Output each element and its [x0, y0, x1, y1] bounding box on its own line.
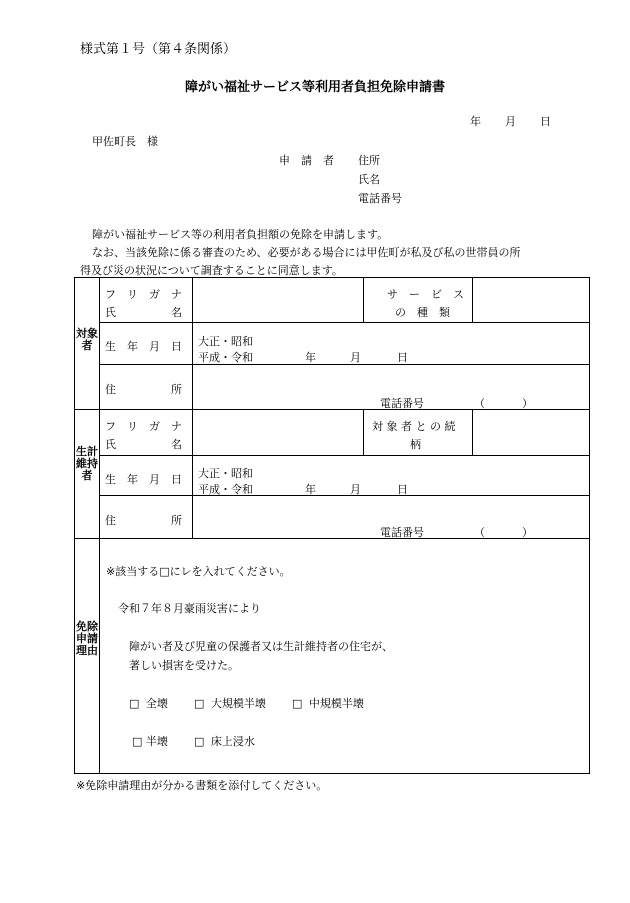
option-zenkai[interactable]	[129, 695, 168, 711]
supporter-era-1: 大正・昭和	[198, 467, 253, 480]
option-label: 全壊	[145, 697, 168, 710]
supporter-phone-paren-open: （	[474, 526, 485, 539]
supporter-birth-label: 生 年 月 日	[105, 473, 182, 486]
supporter-phone-paren-close: ）	[522, 526, 533, 539]
section-label-reason: 免除申請理由	[76, 620, 98, 657]
checkbox-icon[interactable]: □	[292, 697, 303, 710]
addressee: 甲佐町長 様	[92, 135, 158, 148]
supporter-name-label: 氏 名	[105, 438, 182, 451]
supporter-phone-label: 電話番号	[380, 526, 424, 539]
date-year-label: 年	[470, 115, 481, 128]
relation-label-1: 対 象 者 と の 続	[372, 420, 456, 433]
option-label: 中規模半壊	[308, 697, 364, 710]
body-text-line2: なお、当該免除に係る審査のため、必要がある場合には甲佐町が私及び私の世帯員の所	[92, 246, 521, 259]
service-type-label-1: サ ー ビ ス	[387, 288, 464, 301]
reason-desc-1: 障がい者及び児童の保護者又は生計維持者の住宅が、	[129, 640, 393, 653]
checkbox-icon[interactable]: □	[194, 735, 205, 748]
target-address-label: 住 所	[105, 383, 182, 396]
date-day-label: 日	[540, 115, 551, 128]
target-furigana-label: フ リ ガ ナ	[105, 288, 182, 301]
date-month-label: 月	[505, 115, 516, 128]
option-label: 大規模半壊	[210, 697, 266, 710]
applicant-address-label: 住所	[358, 154, 380, 167]
supporter-address-label: 住 所	[105, 514, 182, 527]
option-hankai[interactable]	[132, 733, 168, 749]
target-birth-label: 生 年 月 日	[105, 340, 182, 353]
target-phone-paren-close: ）	[522, 397, 533, 410]
target-phone-paren-open: （	[474, 397, 485, 410]
form-number: 様式第１号（第４条関係）	[80, 42, 237, 57]
supporter-address-field[interactable]	[193, 496, 589, 522]
checkbox-icon[interactable]: □	[194, 697, 205, 710]
target-phone-label: 電話番号	[380, 397, 424, 410]
option-label: 半壊	[145, 735, 168, 748]
supporter-furigana-label: フ リ ガ ナ	[105, 420, 182, 433]
applicant-name-label: 氏名	[358, 173, 380, 186]
target-birth-day: 日	[397, 351, 408, 364]
target-name-field[interactable]	[193, 278, 363, 322]
service-type-field[interactable]	[473, 278, 589, 322]
option-chukibo-hankai[interactable]	[292, 695, 364, 711]
option-yukaue-shinsui[interactable]	[194, 733, 255, 749]
applicant-phone-label: 電話番号	[358, 192, 402, 205]
relation-field[interactable]	[473, 410, 589, 455]
target-address-field[interactable]	[193, 365, 589, 393]
checkbox-icon[interactable]: □	[132, 735, 143, 748]
relation-label-2: 柄	[410, 438, 421, 451]
checkbox-icon[interactable]: □	[129, 697, 140, 710]
section-label-supporter: 生計維持者	[76, 445, 98, 482]
reason-disaster: 令和７年８月豪雨災害により	[118, 602, 261, 615]
target-birth-month: 月	[350, 351, 361, 364]
supporter-name-field[interactable]	[193, 410, 363, 455]
option-daikibo-hankai[interactable]	[194, 695, 266, 711]
option-label: 床上浸水	[210, 735, 255, 748]
supporter-birth-year: 年	[305, 483, 316, 496]
supporter-era-2: 平成・令和	[198, 483, 253, 496]
target-era-2: 平成・令和	[198, 351, 253, 364]
supporter-birth-month: 月	[350, 483, 361, 496]
supporter-birth-day: 日	[397, 483, 408, 496]
target-birth-year: 年	[305, 351, 316, 364]
page-title: 障がい福祉サービス等利用者負担免除申請書	[184, 80, 445, 95]
reason-instruction: ※該当する□にレを入れてください。	[106, 565, 291, 578]
service-type-label-2: の 種 類	[395, 306, 450, 319]
body-text-line1: 障がい福祉サービス等の利用者負担額の免除を申請します。	[92, 228, 389, 241]
section-label-target: 対象者	[76, 327, 98, 352]
body-text-line3: 得及び災の状況について調査することに同意します。	[80, 264, 343, 277]
footnote: ※免除申請理由が分かる書類を添付してください。	[76, 779, 328, 792]
applicant-label: 申 請 者	[279, 154, 334, 167]
target-name-label: 氏 名	[105, 306, 182, 319]
target-era-1: 大正・昭和	[198, 335, 253, 348]
reason-desc-2: 著しい損害を受けた。	[129, 659, 239, 672]
